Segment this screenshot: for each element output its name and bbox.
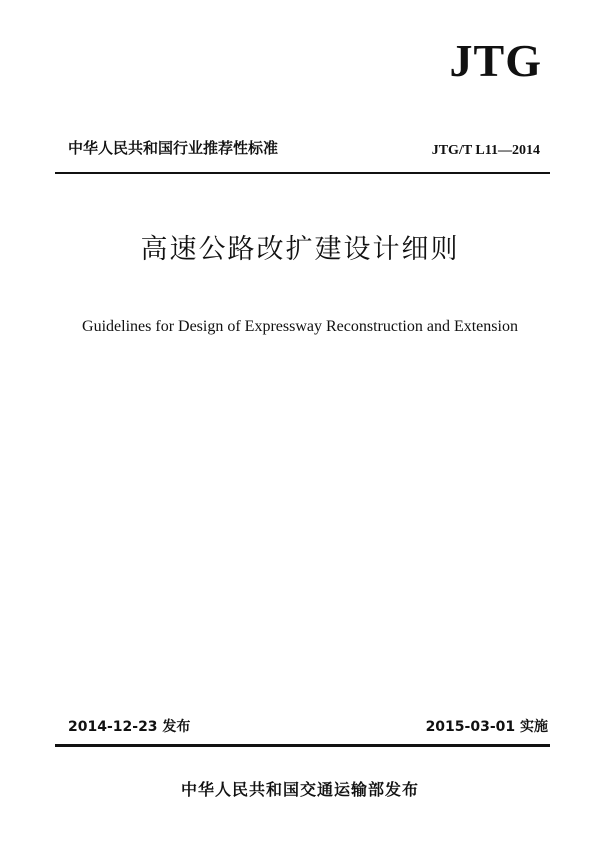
- document-title-chinese: 高速公路改扩建设计细则: [140, 234, 460, 265]
- jtg-logo: JTG: [449, 35, 542, 86]
- document-title-english: Guidelines for Design of Expressway Reconstruction and Extension: [82, 318, 518, 335]
- issue-date: 2014-12-23 发布: [68, 719, 191, 735]
- standard-category: 中华人民共和国行业推荐性标准: [68, 139, 279, 157]
- implementation-date: 2015-03-01 实施: [425, 719, 548, 735]
- header-divider: [55, 172, 550, 174]
- publisher: 中华人民共和国交通运输部发布: [180, 780, 419, 799]
- standard-number: JTG/T L11—2014: [431, 143, 540, 158]
- footer-divider: [55, 744, 550, 747]
